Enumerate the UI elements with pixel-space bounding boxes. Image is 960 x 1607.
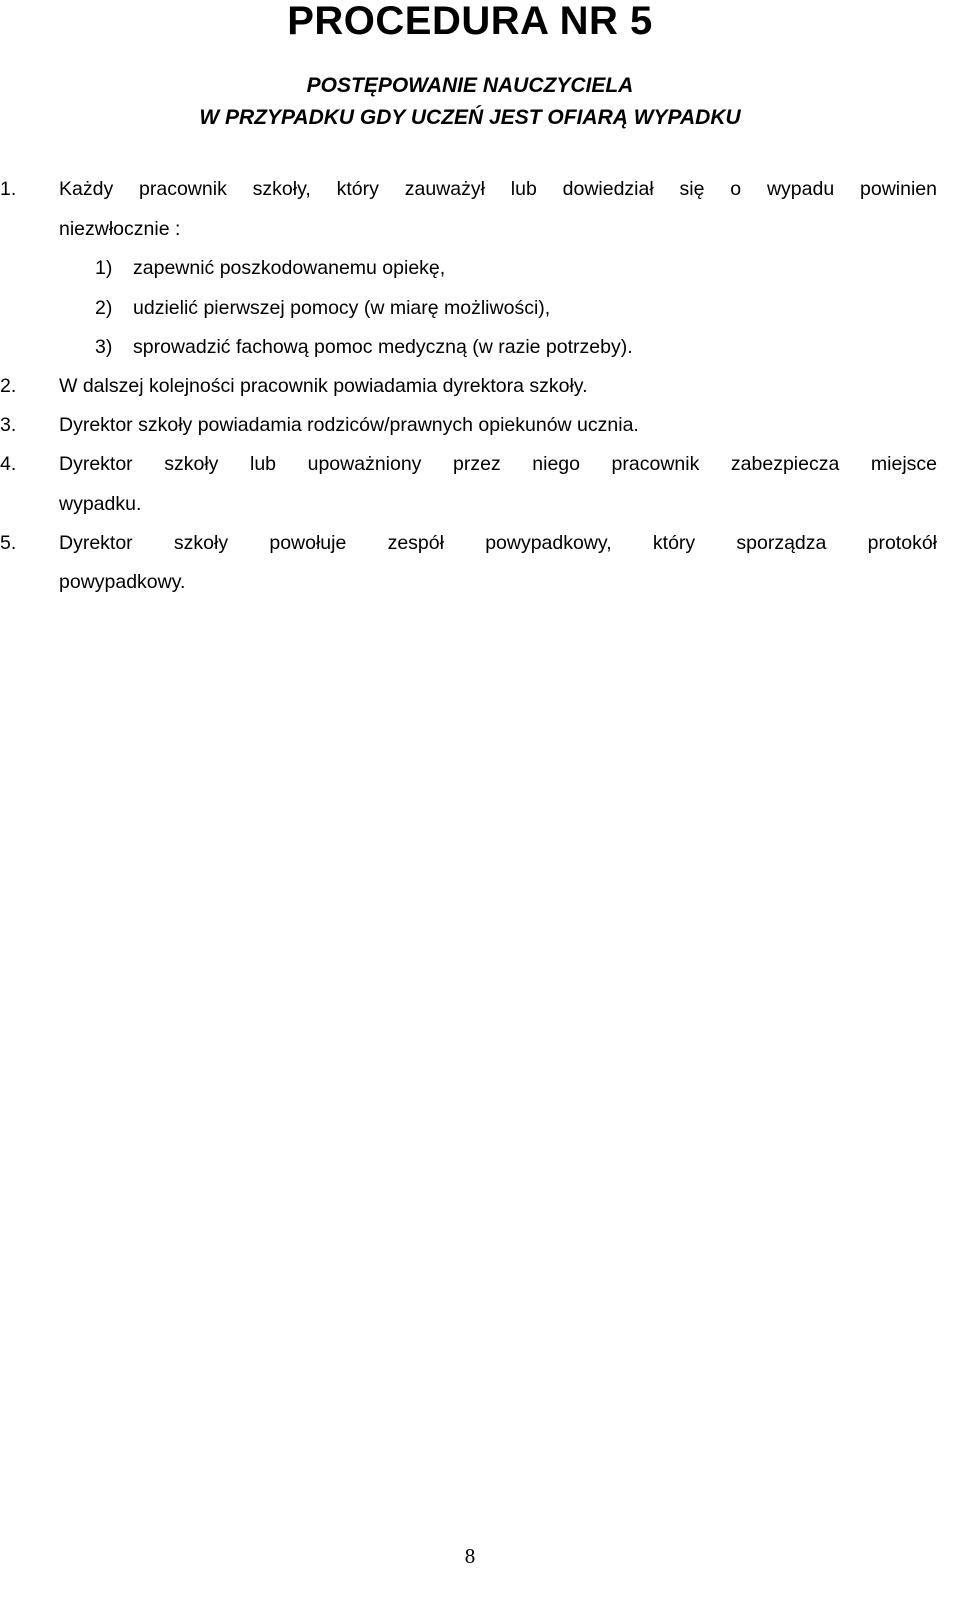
sub-item-number: 1) [95, 257, 113, 279]
sub-item-text: sprowadzić fachową pomoc medyczną (w razie potrzeby). [133, 336, 633, 358]
item-text-line-1: Dyrektor szkoły lub upoważniony przez niego pracownik zabezpiecza miejsce [59, 453, 937, 475]
item-number: 3. [0, 414, 17, 436]
item-text-line-2: powypadkowy. [59, 571, 186, 593]
item-text-line-2: niezwłocznie : [59, 218, 181, 240]
item-number: 2. [0, 375, 17, 397]
subtitle-line-2: W PRZYPADKU GDY UCZEŃ JEST OFIARĄ WYPADKU [199, 106, 741, 129]
item-text-line-2: wypadku. [59, 493, 142, 515]
page-number: 8 [464, 1544, 476, 1568]
sub-item-number: 3) [95, 336, 113, 358]
page-title: PROCEDURA NR 5 [287, 0, 653, 43]
item-text-line-1: Każdy pracownik szkoły, który zauważył lub dowiedział się o wypadu powinien [59, 178, 937, 200]
item-text-line-1: W dalszej kolejności pracownik powiadamia dyrektora szkoły. [59, 375, 588, 397]
item-text-line-1: Dyrektor szkoły powiadamia rodziców/prawnych opiekunów ucznia. [59, 414, 639, 436]
item-number: 1. [0, 178, 17, 200]
subtitle-line-1: POSTĘPOWANIE NAUCZYCIELA [306, 74, 634, 97]
item-text-line-1: Dyrektor szkoły powołuje zespół powypadkowy, który sporządza protokół [59, 532, 937, 554]
item-number: 4. [0, 453, 17, 475]
item-number: 5. [0, 532, 17, 554]
sub-item-number: 2) [95, 297, 113, 319]
sub-item-text: zapewnić poszkodowanemu opiekę, [133, 257, 446, 279]
sub-item-text: udzielić pierwszej pomocy (w miarę możliwości), [133, 297, 551, 319]
